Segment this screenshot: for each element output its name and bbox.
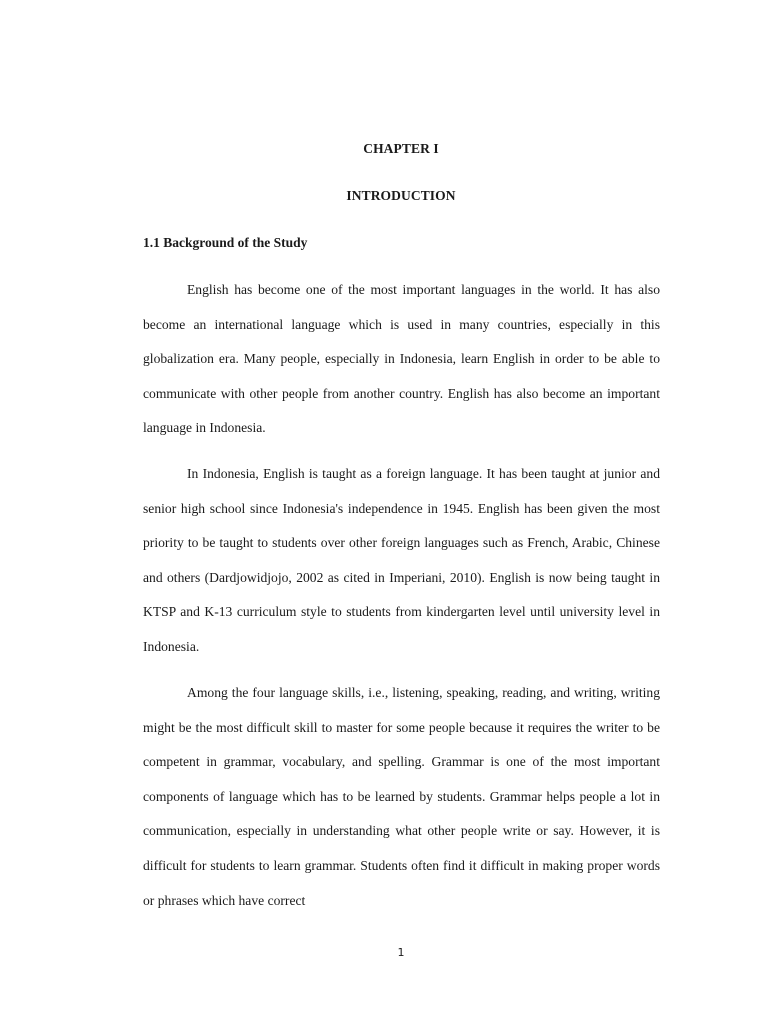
body-paragraph: English has become one of the most important languages in the world. It has also become an international language which is used in many countries, especially in this globalization era. Many people, especially in Indonesia, learn English in order to be able to communicate with other people from another country. English has also become an important language in Indonesia. <box>143 282 660 436</box>
chapter-label: CHAPTER I <box>363 141 439 156</box>
chapter-title: INTRODUCTION <box>346 188 456 203</box>
section-heading: 1.1 Background of the Study <box>143 235 308 250</box>
body-paragraph: Among the four language skills, i.e., listening, speaking, reading, and writing, writing might be the most difficult skill to master for some people because it requires the writer to be competent in grammar, vocabulary, and spelling. Grammar is one of the most important components of language which has to be learned by students. Grammar helps people a lot in communication, especially in understanding what other people write or say. However, it is difficult for students to learn grammar. Students often find it difficult in making proper words or phrases which have correct <box>143 685 660 908</box>
body-paragraph: In Indonesia, English is taught as a foreign language. It has been taught at junior and senior high school since Indonesia's independence in 1945. English has been given the most priority to be taught to students over other foreign languages such as French, Arabic, Chinese and others (Dardjowidjojo, 2002 as cited in Imperiani, 2010). English is now being taught in KTSP and K-13 curriculum style to students from kindergarten level until university level in Indonesia. <box>143 466 660 654</box>
page-number: 1 <box>397 946 405 959</box>
